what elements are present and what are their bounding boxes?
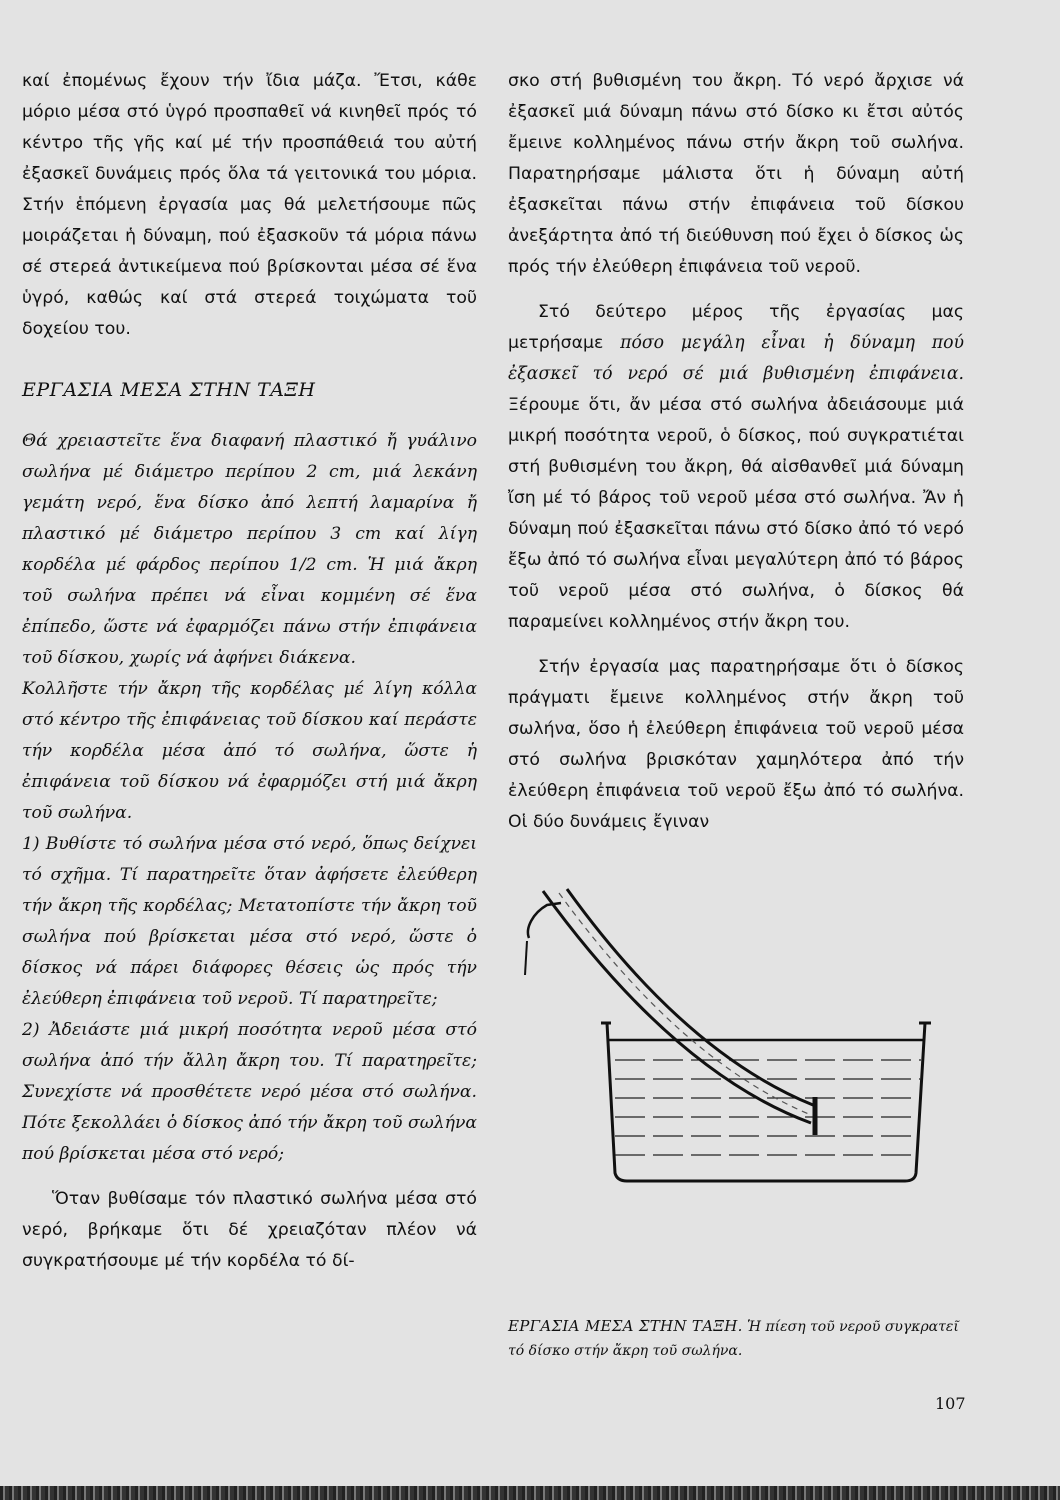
right-column	[508, 66, 964, 838]
step-1-paragraph: 1) Βυθίστε τό σωλήνα μέσα στό νερό, ὅπως δείχνει τό σχῆμα. Τί παρατηρεῖτε ὅταν ἀφήσετε ἐλεύθερη τήν ἄκρη τῆς κορδέλας; Μετατοπίστε τήν ἄκρη τοῦ σωλήνα πού βρίσκεται μέσα στό νερό, ὥστε ὁ δίσκος νά πάρει διάφορες θέσεις ὡς πρός τήν ἐλεύθερη ἐπιφάνεια τοῦ νεροῦ. Τί παρατηρεῖτε;	[22, 834, 477, 1009]
paragraph-2-start: Στό δεύτερο μέρος τῆς ἐργασίας μας μετρήσαμε	[508, 302, 964, 353]
scan-edge	[0, 1486, 1060, 1500]
caption-text: Ἡ πίεση τοῦ νεροῦ συγκρατεῖ τό δίσκο στήν ἄκρη τοῦ σωλήνα.	[508, 1319, 959, 1359]
right-paragraph-2	[508, 297, 964, 638]
experiment-figure	[515, 883, 955, 1223]
paragraph-2-emphasis: πόσο μεγάλη εἶναι ἡ δύναμη πού ἐξασκεῖ τό νερό σέ μιά βυθισμένη ἐπιφάνεια.	[508, 333, 964, 384]
intro-paragraph: καί ἐπομένως ἔχουν τήν ἴδια μάζα. Ἔτσι, κάθε μόριο μέσα στό ὑγρό προσπαθεῖ νά κινηθεῖ πρός τό κέντρο τῆς γῆς καί μέ τήν προσπάθειά του αὐτή ἐξασκεῖ δυνάμεις πρός ὅλα τά γειτονικά του μόρια. Στήν ἑπόμενη ἐργασία μας θά μελετήσουμε πῶς μοιράζεται ἡ δύναμη, πού ἐξασκοῦν τά μόρια πάνω σέ στερεά ἀντικείμενα πού βρίσκονται μέσα σέ ἕνα ὑγρό, καθώς καί στά στερεά τοιχώματα τοῦ δοχείου του.	[22, 71, 477, 339]
right-paragraph-1: σκο στή βυθισμένη του ἄκρη. Τό νερό ἄρχισε νά ἐξασκεῖ μιά δύναμη πάνω στό δίσκο κι ἔτσι αὐτός ἔμεινε κολλημένος πάνω στήν ἄκρη τοῦ σωλήνα. Παρατηρήσαμε μάλιστα ὅτι ἡ δύναμη αὐτή ἐξασκεῖται πάνω στήν ἐπιφάνεια τοῦ δίσκου ἀνεξάρτητα ἀπό τή διεύθυνση πού ἔχει ὁ δίσκος ὡς πρός τήν ἐλεύθερη ἐπιφάνεια τοῦ νεροῦ.	[508, 71, 964, 277]
assembly-paragraph: Κολλῆστε τήν ἄκρη τῆς κορδέλας μέ λίγη κόλλα στό κέντρο τῆς ἐπιφάνειας τοῦ δίσκου καί περάστε τήν κορδέλα μέσα ἀπό τό σωλήνα, ὥστε ἡ ἐπιφάνεια τοῦ δίσκου νά ἐφαρμόζει στή μιά ἄκρη τοῦ σωλήνα.	[22, 679, 477, 823]
paragraph-2-rest: Ξέρουμε ὅτι, ἄν μέσα στό σωλήνα ἀδειάσουμε μιά μικρή ποσότητα νεροῦ, ὁ δίσκος, πού συγκρατιέται στή βυθισμένη του ἄκρη, θά αἰσθανθεῖ μιά δύναμη ἴση μέ τό βάρος τοῦ νεροῦ μέσα στό σωλήνα. Ἄν ἡ δύναμη πού ἐξασκεῖται πάνω στό δίσκο ἀπό τό νερό ἔξω ἀπό τό σωλήνα εἶναι μεγαλύτερη ἀπό τό βάρος τοῦ νεροῦ μέσα στό σωλήνα, ὁ δίσκος θά παραμείνει κολλημένος στήν ἄκρη του.	[508, 395, 964, 632]
ribbon-end	[525, 941, 527, 975]
figure-caption	[508, 1314, 964, 1363]
caption-heading: ΕΡΓΑΣΙΑ ΜΕΣΑ ΣΤΗΝ ΤΑΞΗ.	[508, 1317, 743, 1335]
result-paragraph: Ὅταν βυθίσαμε τόν πλαστικό σωλήνα μέσα στό νερό, βρήκαμε ὅτι δέ χρειαζόταν πλέον νά συγκρατήσουμε μέ τήν κορδέλα τό δί-	[22, 1189, 477, 1271]
materials-paragraph: Θά χρειαστεῖτε ἕνα διαφανή πλαστικό ἤ γυάλινο σωλήνα μέ διάμετρο περίπου 2 cm, μιά λεκάνη γεμάτη νερό, ἕνα δίσκο ἀπό λεπτή λαμαρίνα ἤ πλαστικό μέ διάμετρο περίπου 3 cm καί λίγη κορδέλα μέ φάρδος περίπου 1/2 cm. Ἡ μιά ἄκρη τοῦ σωλήνα πρέπει νά εἶναι κομμένη σέ ἕνα ἐπίπεδο, ὥστε νά ἐφαρμόζει πάνω στήν ἐπιφάνεια τοῦ δίσκου, χωρίς νά ἀφήνει διάκενα.	[22, 431, 477, 668]
left-column	[22, 66, 477, 1277]
tube-upper-wall	[543, 891, 811, 1123]
page-number: 107	[935, 1394, 966, 1413]
section-heading: ΕΡΓΑΣΙΑ ΜΕΣΑ ΣΤΗΝ ΤΑΞΗ	[22, 379, 316, 401]
right-paragraph-3: Στήν ἐργασία μας παρατηρήσαμε ὅτι ὁ δίσκος πράγματι ἔμεινε κολλημένος στήν ἄκρη τοῦ σωλήνα, ὅσο ἡ ἐλεύθερη ἐπιφάνεια τοῦ νεροῦ μέσα στό σωλήνα βρισκόταν χαμηλότερα ἀπό τήν ἐλεύθερη ἐπιφάνεια τοῦ νεροῦ ἔξω ἀπό τό σωλήνα. Οἱ δύο δυνάμεις ἔγιναν	[508, 657, 964, 832]
step-2-paragraph: 2) Ἀδειάστε μιά μικρή ποσότητα νεροῦ μέσα στό σωλήνα ἀπό τήν ἄλλη ἄκρη του. Τί παρατηρεῖτε; Συνεχίστε νά προσθέτετε νερό μέσα στό σωλήνα. Πότε ξεκολλάει ὁ δίσκος ἀπό τήν ἄκρη τοῦ σωλήνα πού βρίσκεται μέσα στό νερό;	[22, 1020, 477, 1164]
water-hatching	[615, 1060, 921, 1155]
tube-lower-wall	[567, 889, 813, 1105]
